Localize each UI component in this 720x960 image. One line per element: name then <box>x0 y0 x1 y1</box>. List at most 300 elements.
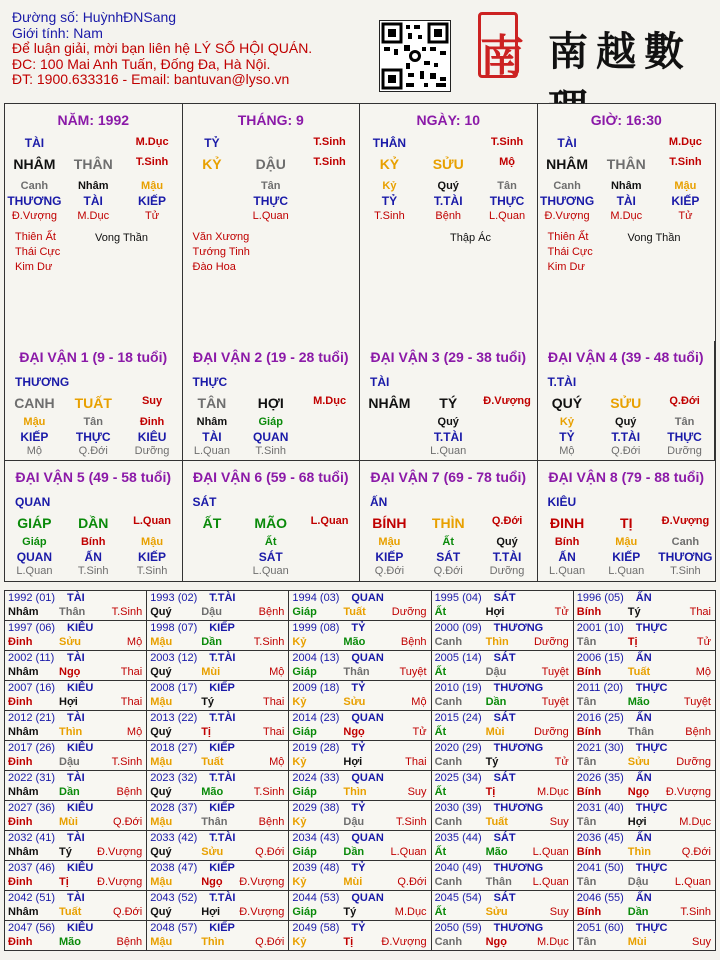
year-star: T.TÀI <box>209 652 236 664</box>
year-cell[interactable] <box>289 831 431 861</box>
year-star: ẤN <box>635 892 652 904</box>
year-chi: Tý <box>627 606 641 618</box>
dai-van-thap: ẤN <box>370 495 388 509</box>
year-can: Quý <box>150 726 172 738</box>
year-cell[interactable] <box>573 651 715 681</box>
year-cell[interactable] <box>147 711 289 741</box>
year-phase: T.Sinh <box>111 756 143 768</box>
year-cell[interactable] <box>289 771 431 801</box>
year-phase: Bệnh <box>400 636 427 648</box>
year-can: Canh <box>434 696 463 708</box>
dai-van-chi: TÝ <box>439 395 458 411</box>
hidden-thap: T.TÀI <box>433 429 463 444</box>
year-label: 2030 (39) <box>434 802 482 814</box>
year-label: 2026 (35) <box>576 772 624 784</box>
hidden-can: Tân <box>674 416 695 428</box>
year-phase: T.Sinh <box>680 906 711 918</box>
year-cell-content <box>574 801 715 830</box>
hidden-stem-col <box>64 535 123 579</box>
year-star: TỶ <box>351 922 366 934</box>
hidden-can: Mậu <box>615 536 638 548</box>
year-chi: Dần <box>485 696 507 708</box>
hidden-phase: Mộ <box>26 445 43 457</box>
year-label: 1999 (08) <box>292 622 340 634</box>
year-can: Ất <box>434 846 447 858</box>
logo-seal-char: 南 <box>480 31 524 82</box>
year-chi: Ngọ <box>59 666 81 678</box>
year-star: THỰC <box>635 802 668 814</box>
year-cell[interactable] <box>5 861 147 891</box>
dai-van-chi: THÌN <box>431 515 465 531</box>
year-cell[interactable] <box>147 681 289 711</box>
year-cell[interactable] <box>573 741 715 771</box>
hidden-phase: L.Quan <box>489 210 526 222</box>
logo-title: 南越數 <box>548 28 692 75</box>
year-chi: Hợi <box>201 906 221 918</box>
year-star: KIÊU <box>67 682 94 694</box>
year-star: THƯƠNG <box>493 862 544 874</box>
hidden-thap: ẤN <box>84 549 102 564</box>
year-cell[interactable] <box>289 741 431 771</box>
hidden-thap: THƯƠNG <box>658 549 713 564</box>
hidden-phase: L.Quan <box>430 445 467 457</box>
year-cell-content <box>432 681 573 710</box>
year-can: Bính <box>576 666 602 678</box>
hidden-can: Canh <box>553 180 581 192</box>
year-can: Mậu <box>150 756 173 768</box>
year-cell[interactable] <box>289 651 431 681</box>
year-cell[interactable] <box>147 861 289 891</box>
year-label: 1994 (03) <box>292 592 340 604</box>
year-star: T.TÀI <box>209 892 236 904</box>
year-row <box>5 891 716 921</box>
year-cell[interactable] <box>147 591 289 621</box>
year-can: Đinh <box>8 756 33 768</box>
hidden-stem-col <box>123 415 182 459</box>
year-cell[interactable] <box>289 861 431 891</box>
year-cell[interactable] <box>289 921 431 951</box>
year-can: Kỷ <box>292 636 307 648</box>
hidden-stem-col <box>5 535 64 579</box>
hidden-can: Quý <box>615 416 637 428</box>
year-cell[interactable] <box>5 591 147 621</box>
year-can: Kỷ <box>292 756 307 768</box>
year-can: Canh <box>434 756 463 768</box>
year-label: 2047 (56) <box>8 922 56 934</box>
year-label: 2042 (51) <box>8 892 56 904</box>
hidden-thap: THỰC <box>667 429 702 444</box>
year-cell[interactable] <box>573 591 715 621</box>
year-cell[interactable] <box>573 711 715 741</box>
year-can: Tân <box>576 756 597 768</box>
year-phase: M.Dục <box>536 936 569 948</box>
year-cell[interactable] <box>431 861 573 891</box>
year-can: Bính <box>576 846 602 858</box>
year-star: SÁT <box>493 892 516 904</box>
year-can: Quý <box>150 786 172 798</box>
year-can: Giáp <box>292 906 317 918</box>
year-phase: Tuyệt <box>541 696 569 708</box>
year-phase: Đ.Vượng <box>665 786 711 798</box>
year-chi: Sửu <box>627 756 650 768</box>
year-can: Đinh <box>8 936 33 948</box>
year-phase: Đ.Vượng <box>239 906 285 918</box>
year-cell[interactable] <box>573 861 715 891</box>
year-row <box>5 771 716 801</box>
year-phase: Suy <box>407 786 427 798</box>
pillar-chi: SỬU <box>432 156 464 172</box>
year-phase: Đ.Vượng <box>97 846 143 858</box>
year-cell[interactable] <box>289 621 431 651</box>
year-can: Nhâm <box>8 606 39 618</box>
year-chi: Ngọ <box>485 936 507 948</box>
year-can: Mậu <box>150 636 173 648</box>
year-cell[interactable] <box>147 621 289 651</box>
hidden-stem-col <box>419 415 478 459</box>
hidden-stem-col <box>5 179 64 224</box>
year-star: QUAN <box>351 832 384 844</box>
dai-van-cell <box>5 461 183 581</box>
hidden-stem-col <box>241 415 300 459</box>
year-label: 2007 (16) <box>8 682 56 694</box>
year-cell[interactable] <box>431 651 573 681</box>
year-can: Giáp <box>292 846 317 858</box>
year-chi: Sửu <box>201 846 224 858</box>
pillar-stem-star-row <box>538 136 716 150</box>
hidden-thap: TỶ <box>559 429 575 444</box>
hidden-thap: SÁT <box>258 549 283 564</box>
year-star: SÁT <box>493 832 516 844</box>
hidden-stem-col <box>597 535 656 579</box>
year-cell-content <box>289 681 430 710</box>
year-phase: T.Sinh <box>395 816 427 828</box>
pillar-stem-star-row <box>183 136 360 150</box>
year-cell-content <box>432 651 573 680</box>
hidden-can: Mậu <box>141 536 164 548</box>
year-star: TỶ <box>351 622 366 634</box>
year-phase: Thai <box>120 696 143 708</box>
dai-van-phase: Q.Đới <box>669 395 700 407</box>
hidden-stem-col <box>360 179 419 224</box>
year-cell[interactable] <box>5 651 147 681</box>
year-cell[interactable] <box>5 681 147 711</box>
hidden-stem-col <box>656 535 715 579</box>
gender-line: Giới tính: Nam <box>12 24 103 41</box>
pillar-mid-phase: Mộ <box>499 156 516 168</box>
hidden-phase: Tử <box>678 210 693 222</box>
hidden-thap: KIẾP <box>375 549 404 564</box>
year-star: SÁT <box>493 592 516 604</box>
year-chi: Thìn <box>485 636 509 648</box>
hidden-can: Ất <box>442 536 455 548</box>
year-phase: Tử <box>554 756 569 768</box>
year-cell-content <box>574 591 715 620</box>
year-cell[interactable] <box>5 831 147 861</box>
year-cell-content <box>5 831 146 860</box>
pillar-mid-note: Vong Thần <box>95 232 149 244</box>
year-phase: Đ.Vượng <box>97 876 143 888</box>
year-star: TỶ <box>351 682 366 694</box>
year-chi: Dần <box>627 906 649 918</box>
year-cell[interactable] <box>147 921 289 951</box>
year-phase: Thai <box>405 756 427 768</box>
year-cell[interactable] <box>147 801 289 831</box>
hidden-phase: Đ.Vượng <box>11 210 57 222</box>
year-phase: L.Quan <box>532 876 569 888</box>
year-cell[interactable] <box>5 891 147 921</box>
year-chi: Thân <box>201 816 228 828</box>
year-cell[interactable] <box>5 711 147 741</box>
hidden-thap: T.TÀI <box>492 549 522 564</box>
year-label: 2012 (21) <box>8 712 56 724</box>
hidden-thap: ẤN <box>558 549 576 564</box>
hidden-phase: M.Dục <box>77 210 110 222</box>
year-chi: Tuất <box>485 816 508 828</box>
pillar-title: GIỜ: 16:30 <box>590 112 662 128</box>
year-chi: Dậu <box>201 606 222 618</box>
year-cell[interactable] <box>431 921 573 951</box>
year-cell[interactable] <box>5 801 147 831</box>
dai-van-main-row <box>538 395 715 411</box>
year-can: Ất <box>434 606 447 618</box>
year-cell[interactable] <box>431 771 573 801</box>
dai-van-can: ẤT <box>202 515 222 531</box>
year-chi: Dậu <box>343 816 365 828</box>
year-chi: Hợi <box>59 696 78 708</box>
year-cell-content <box>147 921 288 950</box>
year-label: 1998 (07) <box>150 622 198 634</box>
year-cell-content <box>289 651 430 680</box>
hidden-can: Mậu <box>141 180 164 192</box>
pillar-note: Tướng Tinh <box>192 246 250 258</box>
year-label: 1996 (05) <box>576 592 624 604</box>
brand-logo <box>478 10 718 90</box>
year-cell[interactable] <box>5 621 147 651</box>
year-phase: Mộ <box>695 666 711 678</box>
year-cell[interactable] <box>431 741 573 771</box>
year-can: Mậu <box>150 696 173 708</box>
year-cell[interactable] <box>431 621 573 651</box>
year-chi: Dậu <box>59 756 80 768</box>
pillar-note: Thái Cực <box>547 246 593 258</box>
pillar-title: THÁNG: 9 <box>237 112 304 128</box>
year-cell-content <box>147 771 288 800</box>
year-label: 2023 (32) <box>150 772 198 784</box>
year-cell[interactable] <box>147 651 289 681</box>
year-phase: L.Quan <box>532 846 569 858</box>
year-star: THƯƠNG <box>493 922 544 934</box>
year-star: T.TÀI <box>209 832 236 844</box>
year-cell[interactable] <box>147 771 289 801</box>
year-cell[interactable] <box>573 831 715 861</box>
pillar-cell <box>183 104 361 342</box>
dai-van-grid <box>4 341 716 582</box>
year-phase: T.Sinh <box>253 786 285 798</box>
header-info <box>12 10 312 88</box>
year-cell[interactable] <box>573 681 715 711</box>
year-label: 2051 (60) <box>576 922 624 934</box>
year-cell[interactable] <box>5 921 147 951</box>
dai-van-thap: T.TÀI <box>547 375 577 389</box>
year-can: Ất <box>434 786 447 798</box>
year-cell-content <box>289 831 430 860</box>
year-cell-content <box>147 861 288 890</box>
year-phase: M.Dục <box>394 906 427 918</box>
year-cell[interactable] <box>147 831 289 861</box>
year-chi: Dần <box>201 636 222 648</box>
hidden-phase: L.Quan <box>16 565 53 577</box>
pillar-stem-star-row <box>360 136 537 150</box>
year-star: ẤN <box>635 712 652 724</box>
year-label: 2049 (58) <box>292 922 340 934</box>
year-cell-content <box>432 771 573 800</box>
year-star: QUAN <box>351 652 384 664</box>
year-chi: Mão <box>59 936 81 948</box>
year-cell[interactable] <box>431 891 573 921</box>
dai-van-main-row <box>183 395 360 411</box>
year-cell[interactable] <box>5 771 147 801</box>
year-star: QUAN <box>351 892 384 904</box>
hidden-can: Mậu <box>23 416 46 428</box>
year-cell-content <box>5 801 146 830</box>
year-cell-content <box>574 741 715 770</box>
year-label: 1992 (01) <box>8 592 56 604</box>
year-cell[interactable] <box>573 771 715 801</box>
year-cell[interactable] <box>431 711 573 741</box>
year-can: Canh <box>434 816 463 828</box>
dai-van-cell <box>360 461 538 581</box>
year-phase: Q.Đới <box>397 876 427 888</box>
pillar-title: NGÀY: 10 <box>416 112 481 128</box>
year-cell-content <box>574 921 715 950</box>
dai-van-chi: HỢI <box>257 395 284 411</box>
year-can: Quý <box>150 846 172 858</box>
year-chi: Dậu <box>627 876 649 888</box>
pillar-note: Văn Xương <box>192 231 250 243</box>
hidden-can: Kỷ <box>559 416 574 428</box>
hidden-phase: L.Quan <box>252 210 289 222</box>
year-phase: Dưỡng <box>533 636 569 648</box>
pillar-top-phase: M.Dục <box>135 136 169 148</box>
hidden-phase: L.Quan <box>608 565 645 577</box>
hidden-phase: Dưỡng <box>489 565 525 577</box>
hidden-thap: KIẾP <box>138 549 167 564</box>
pillar-mid-phase: T.Sinh <box>669 156 702 168</box>
year-cell[interactable] <box>431 831 573 861</box>
year-label: 2025 (34) <box>434 772 482 784</box>
hidden-thap: THỰC <box>253 194 289 208</box>
year-label: 2013 (22) <box>150 712 198 724</box>
pillar-title: NĂM: 1992 <box>57 112 130 128</box>
pillar-note: Thiên Ất <box>15 231 56 243</box>
year-cell[interactable] <box>573 621 715 651</box>
year-cell[interactable] <box>431 801 573 831</box>
hidden-thap: KIẾP <box>671 194 700 208</box>
pillar-thap-than: THÂN <box>372 136 407 150</box>
year-row <box>5 681 716 711</box>
year-cell-content <box>147 741 288 770</box>
year-cell[interactable] <box>573 921 715 951</box>
year-cell[interactable] <box>289 891 431 921</box>
year-chi: Thân <box>59 606 86 618</box>
year-cell[interactable] <box>289 711 431 741</box>
year-phase: Bệnh <box>258 816 285 828</box>
hidden-stem-col <box>597 179 656 224</box>
year-cell[interactable] <box>431 591 573 621</box>
spacer <box>419 136 478 150</box>
year-can: Quý <box>150 906 172 918</box>
year-chi: Hợi <box>627 816 647 828</box>
year-label: 2036 (45) <box>576 832 624 844</box>
year-can: Nhâm <box>8 786 39 798</box>
year-can: Kỷ <box>292 696 307 708</box>
hidden-can: Tân <box>497 180 517 192</box>
year-cell[interactable] <box>573 891 715 921</box>
year-can: Nhâm <box>8 906 39 918</box>
year-chi: Dậu <box>485 666 507 678</box>
hidden-phase: Bệnh <box>435 210 462 222</box>
year-chi: Hợi <box>343 756 363 768</box>
year-can: Canh <box>434 936 463 948</box>
year-can: Nhâm <box>8 666 39 678</box>
year-cell[interactable] <box>289 681 431 711</box>
hidden-can: Kỷ <box>382 180 397 192</box>
pillar-notes <box>548 230 593 275</box>
year-cell[interactable] <box>431 681 573 711</box>
hidden-phase: Q.Đới <box>433 565 463 577</box>
dai-van-can: CANH <box>14 395 55 411</box>
year-star: THỰC <box>635 862 668 874</box>
year-can: Tân <box>576 876 597 888</box>
year-star: SÁT <box>493 772 516 784</box>
hidden-stem-col <box>123 179 182 224</box>
year-label: 2015 (24) <box>434 712 482 724</box>
year-chi: Mùi <box>485 726 505 738</box>
year-phase: Thai <box>120 666 143 678</box>
qr-code-icon[interactable] <box>379 20 451 92</box>
year-phase: Tuyệt <box>683 696 711 708</box>
dai-van-main-row <box>538 515 716 531</box>
year-label: 2039 (48) <box>292 862 340 874</box>
year-row <box>5 831 716 861</box>
year-phase: Tuyệt <box>541 666 569 678</box>
year-label: 1993 (02) <box>150 592 198 604</box>
hidden-stem-col <box>538 415 597 459</box>
hidden-thap: THỰC <box>75 429 111 444</box>
year-cell[interactable] <box>147 741 289 771</box>
year-cell-content <box>5 921 146 950</box>
year-cell[interactable] <box>573 801 715 831</box>
year-star: TỶ <box>351 862 366 874</box>
hidden-can: Nhâm <box>610 180 642 192</box>
year-cell[interactable] <box>289 801 431 831</box>
hidden-thap: QUAN <box>16 549 53 564</box>
year-phase: T.Sinh <box>111 606 143 618</box>
dai-van-cell <box>538 461 716 581</box>
pillar-mid-phase: T.Sinh <box>135 156 169 168</box>
year-cell-content <box>432 591 573 620</box>
year-label: 2001 (10) <box>576 622 624 634</box>
year-cell[interactable] <box>5 741 147 771</box>
year-cell[interactable] <box>147 891 289 921</box>
year-cell-content <box>574 771 715 800</box>
dai-van-main-row <box>5 515 182 531</box>
pillar-thap-than: TÀI <box>557 136 577 150</box>
dai-van-thap: QUAN <box>15 495 51 509</box>
dai-van-chi: SỬU <box>610 395 642 411</box>
year-cell[interactable] <box>289 591 431 621</box>
pillar-mid-note: Vong Thần <box>627 232 681 244</box>
